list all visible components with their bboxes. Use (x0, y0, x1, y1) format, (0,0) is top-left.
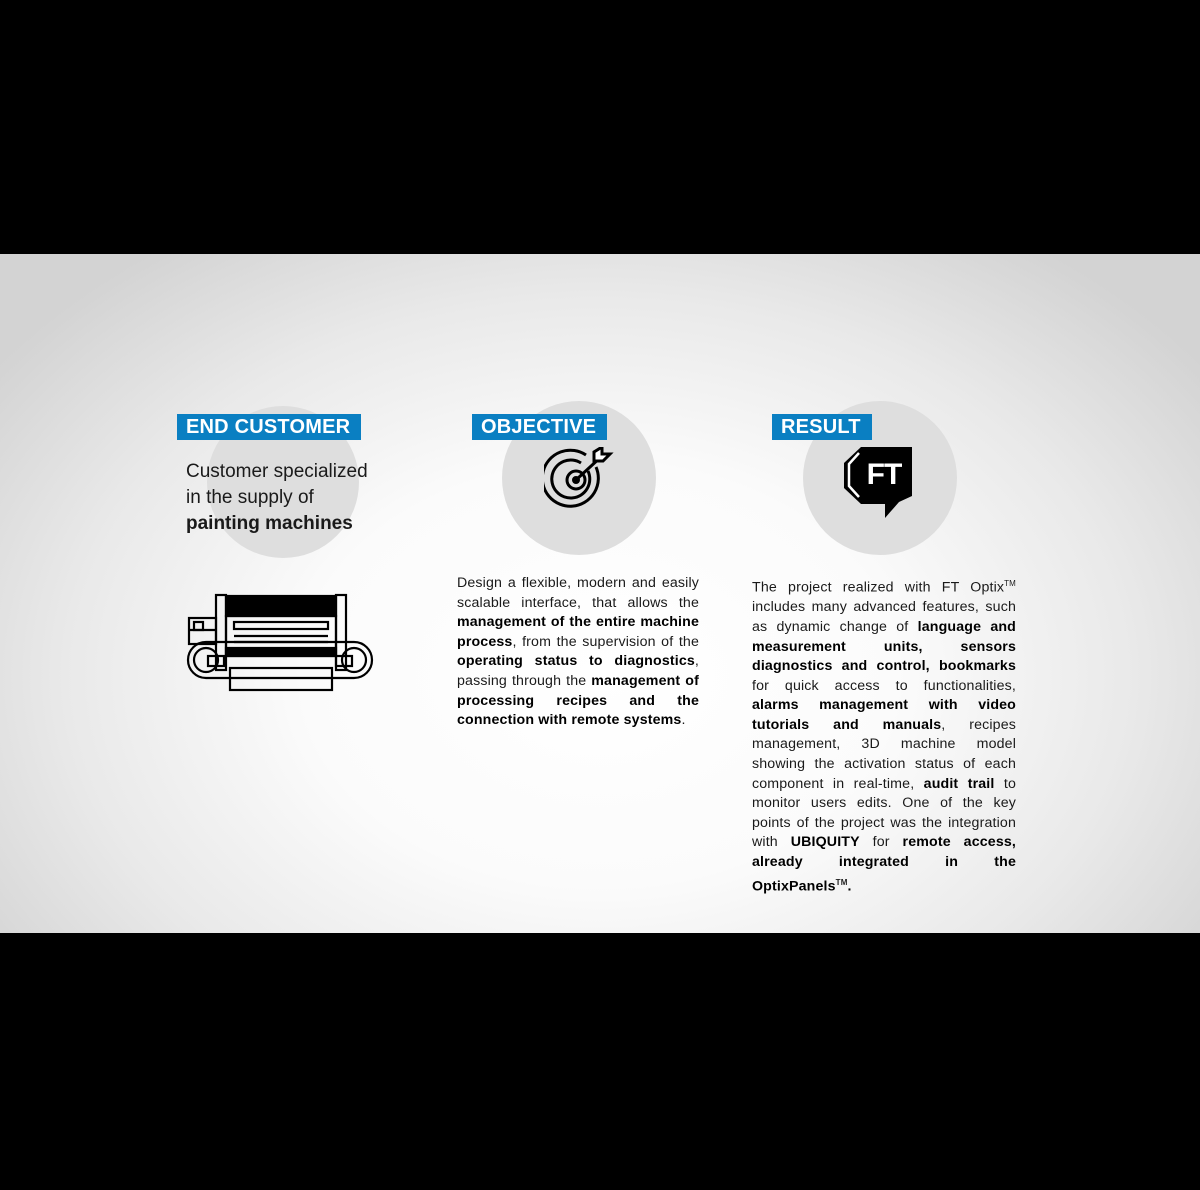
objective-text-2: , from the supervision of the (512, 633, 699, 650)
ft-logo-icon (841, 444, 915, 520)
objective-bold-3: management of processing recipes and the connection with remote systems (457, 672, 699, 729)
end-customer-tag: END CUSTOMER (177, 414, 361, 440)
result-bold-6: . (847, 878, 852, 895)
result-text-6: for (859, 834, 903, 851)
customer-description (186, 459, 406, 537)
slide-panel (0, 254, 1200, 933)
objective-bold-2: operating status to diagnostics (457, 653, 695, 670)
result-bold-1: language and measurement units, sensors diagnostics and control, bookmarks (752, 618, 1016, 675)
objective-text (457, 574, 699, 731)
trademark-2: TM (835, 877, 848, 887)
customer-line-2: in the supply of (186, 487, 314, 508)
result-text-3: for quick access to functionalities, (752, 677, 1016, 694)
result-text-2: includes many advanced features, such as dynamic change of (752, 599, 1016, 635)
result-text-1: The project realized with FT Optix (752, 579, 1005, 596)
result-text-5: to monitor users edits. One of the key points of the project was the integration with (752, 775, 1016, 851)
result-tag: RESULT (772, 414, 872, 440)
ft-logo-text: FT (866, 458, 902, 491)
painting-machine-icon (186, 590, 376, 695)
customer-line-1: Customer specialized (186, 461, 368, 482)
target-icon (544, 447, 614, 511)
trademark-1: TM (1004, 579, 1016, 588)
result-bold-4: UBIQUITY (790, 834, 860, 851)
result-bold-3: audit trail (923, 775, 995, 792)
objective-bold-1: management of the entire machine process (457, 614, 699, 650)
objective-text-1: Design a flexible, modern and easily scalable interface, that allows the (457, 575, 699, 611)
objective-text-4: . (681, 712, 686, 729)
customer-line-bold: painting machines (186, 513, 353, 534)
objective-text-3: , passing through the (457, 653, 699, 689)
result-bold-2: alarms management with video tutorials and manuals (752, 697, 1016, 733)
result-bold-5: remote access, already integrated in the OptixPanels (752, 834, 1016, 895)
result-text (752, 574, 1016, 897)
objective-tag: OBJECTIVE (472, 414, 607, 440)
result-text-4: , recipes management, 3D machine model showing the activation status of each component in real-time, (752, 716, 1016, 792)
